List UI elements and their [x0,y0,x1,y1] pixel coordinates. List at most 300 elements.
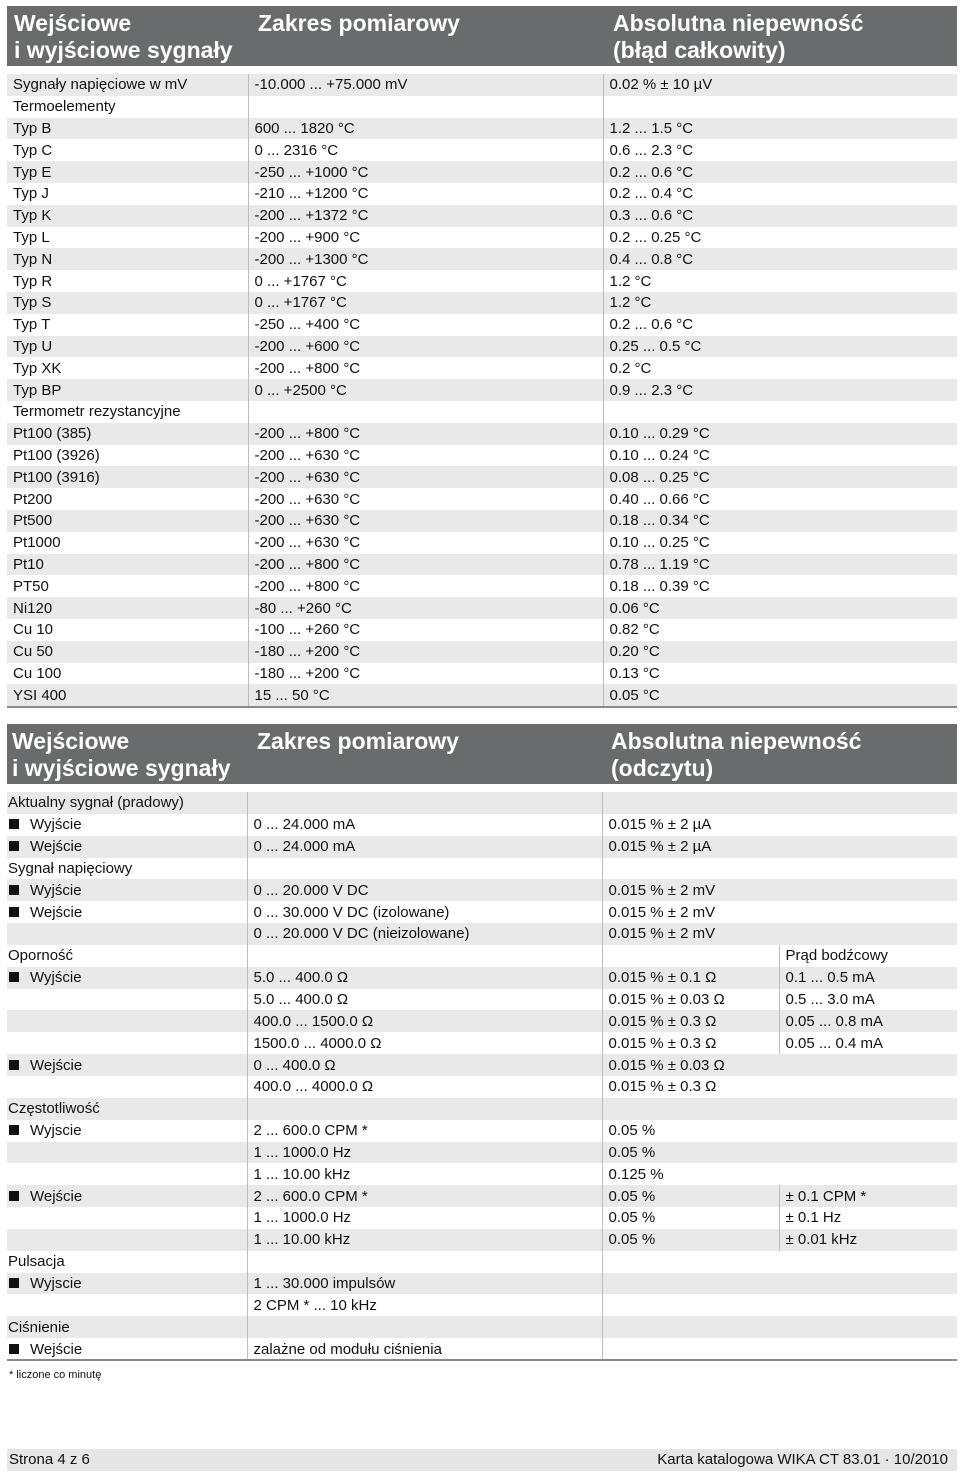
header-text: Absolutna niepewność [611,728,862,754]
table-row [7,1054,957,1076]
signal-cell: Typ J [7,183,248,205]
range-cell: 5.0 ... 400.0 Ω [247,989,602,1011]
range-cell: 0 ... +2500 °C [248,379,603,401]
signal-cell [7,1120,247,1142]
uncertainty-cell: 0.015 % ± 2 µA [602,814,779,836]
signal-cell [7,1229,247,1251]
signal-cell [7,1207,247,1229]
extra-cell [779,1098,957,1120]
signal-cell [7,792,247,814]
signal-label: Wejście [30,838,83,856]
range-cell [248,401,603,423]
signal-cell [7,1316,247,1338]
table-row [7,879,957,901]
uncertainty-cell [602,1338,779,1360]
header-text: Wejściowe [14,10,132,36]
section1-bottom-rule [7,706,957,708]
signal-label: Wyjście [30,881,82,899]
range-cell: -200 ... +630 °C [248,532,603,554]
table-row [7,401,957,423]
header-text: Zakres pomiarowy [257,728,459,754]
table-row [7,641,957,663]
range-cell [247,1316,602,1338]
extra-cell [779,814,957,836]
range-cell: -200 ... +900 °C [248,227,603,249]
signal-cell: Cu 10 [7,619,248,641]
table-row [7,1010,957,1032]
range-cell: -200 ... +630 °C [248,445,603,467]
uncertainty-cell: 0.2 ... 0.6 °C [603,314,957,336]
signal-cell [7,1098,247,1120]
square-bullet-icon [9,819,19,829]
table-row [7,619,957,641]
table-row [7,270,957,292]
table-row [7,684,957,706]
uncertainty-cell: 0.3 ... 0.6 °C [603,205,957,227]
uncertainty-cell: 0.05 °C [603,684,957,706]
table-row [7,575,957,597]
signal-cell: Pt10 [7,554,248,576]
uncertainty-cell: 0.015 % ± 0.3 Ω [602,1032,779,1054]
signal-label: Wyjście [30,969,82,987]
uncertainty-cell: 0.4 ... 0.8 °C [603,248,957,270]
uncertainty-cell [602,1098,779,1120]
extra-cell [779,792,957,814]
signal-cell [7,836,247,858]
range-cell: 0 ... 24.000 mA [247,814,602,836]
table-row [7,423,957,445]
signal-cell: Pt100 (3916) [7,466,248,488]
range-cell: -200 ... +1300 °C [248,248,603,270]
range-cell: -10.000 ... +75.000 mV [248,74,603,96]
signal-cell [7,1076,247,1098]
uncertainty-cell: 0.015 % ± 0.3 Ω [602,1076,779,1098]
signal-cell: Termoelementy [7,96,248,118]
uncertainty-cell: 0.015 % ± 2 mV [602,901,779,923]
range-cell: 1 ... 10.00 kHz [247,1229,602,1251]
section2-header-range [257,728,459,755]
range-cell: -250 ... +400 °C [248,314,603,336]
table-row [7,357,957,379]
signal-cell: Typ N [7,248,248,270]
table-row [7,379,957,401]
range-cell: -180 ... +200 °C [248,663,603,685]
signal-cell [7,1185,247,1207]
square-bullet-icon [9,1060,19,1070]
range-cell [247,1251,602,1273]
range-cell: 1 ... 1000.0 Hz [247,1142,602,1164]
uncertainty-cell: 0.015 % ± 0.03 Ω [602,1054,779,1076]
extra-cell [779,1251,957,1273]
uncertainty-cell: 0.2 ... 0.6 °C [603,161,957,183]
header-text: i wyjściowe sygnały [12,755,231,781]
uncertainty-cell: 0.10 ... 0.25 °C [603,532,957,554]
range-cell: -250 ... +1000 °C [248,161,603,183]
range-cell: 0 ... 30.000 V DC (izolowane) [247,901,602,923]
uncertainty-cell: 0.2 ... 0.25 °C [603,227,957,249]
signal-label: Częstotliwość [8,1100,100,1118]
table-row [7,488,957,510]
table-row [7,1338,957,1360]
uncertainty-cell: 0.20 °C [603,641,957,663]
signal-label: Wejście [30,1340,83,1358]
table-row [7,161,957,183]
signal-cell [7,858,247,880]
range-cell: 2 ... 600.0 CPM * [247,1185,602,1207]
extra-cell [779,1338,957,1360]
table-row [7,792,957,814]
square-bullet-icon [9,885,19,895]
header-text: (błąd całkowity) [613,37,786,63]
extra-cell [779,1142,957,1164]
signal-cell: Typ S [7,292,248,314]
signal-cell [7,1142,247,1164]
uncertainty-cell [602,1294,779,1316]
uncertainty-cell: 0.015 % ± 0.1 Ω [602,967,779,989]
section2-table [7,792,957,1360]
table-row [7,597,957,619]
signal-label: Aktualny sygnał (pradowy) [8,794,184,812]
signal-cell: Typ R [7,270,248,292]
signal-cell [7,945,247,967]
uncertainty-cell: 0.18 ... 0.39 °C [603,575,957,597]
signal-cell: Pt100 (3926) [7,445,248,467]
signal-cell: Sygnały napięciowe w mV [7,74,248,96]
footnote: * liczone co minutę [9,1369,102,1381]
uncertainty-cell [603,401,957,423]
extra-cell [779,1163,957,1185]
uncertainty-cell: 0.6 ... 2.3 °C [603,139,957,161]
signal-cell: Ni120 [7,597,248,619]
section1-table [7,74,957,706]
square-bullet-icon [9,841,19,851]
uncertainty-cell: 0.82 °C [603,619,957,641]
signal-cell: Pt1000 [7,532,248,554]
table-row [7,989,957,1011]
range-cell: 2 ... 600.0 CPM * [247,1120,602,1142]
table-row [7,1251,957,1273]
range-cell: -210 ... +1200 °C [248,183,603,205]
section2-header-signals [12,728,231,782]
extra-cell: Prąd bodźcowy [779,945,957,967]
extra-cell: 0.05 ... 0.4 mA [779,1032,957,1054]
table-row [7,466,957,488]
uncertainty-cell: 0.015 % ± 0.03 Ω [602,989,779,1011]
uncertainty-cell: 0.015 % ± 2 mV [602,923,779,945]
signal-cell: Cu 50 [7,641,248,663]
uncertainty-cell [602,858,779,880]
range-cell: 400.0 ... 4000.0 Ω [247,1076,602,1098]
signal-cell [7,989,247,1011]
signal-cell [7,879,247,901]
signal-cell [7,814,247,836]
table-row [7,1185,957,1207]
signal-cell [7,923,247,945]
uncertainty-cell [602,1316,779,1338]
table-row [7,663,957,685]
header-text: Wejściowe [12,728,130,754]
uncertainty-cell: 0.9 ... 2.3 °C [603,379,957,401]
range-cell: -180 ... +200 °C [248,641,603,663]
section2-bottom-rule [7,1359,957,1361]
range-cell: 1500.0 ... 4000.0 Ω [247,1032,602,1054]
table-row [7,945,957,967]
extra-cell [779,1054,957,1076]
section1-header [7,6,957,66]
uncertainty-cell: 0.05 % [602,1207,779,1229]
page-footer [7,1449,957,1471]
range-cell: 600 ... 1820 °C [248,118,603,140]
signal-cell: Pt500 [7,510,248,532]
uncertainty-cell: 0.125 % [602,1163,779,1185]
range-cell [247,1098,602,1120]
signal-label: Oporność [8,947,74,965]
uncertainty-cell: 0.05 % [602,1120,779,1142]
square-bullet-icon [9,1125,19,1135]
signal-label: Wejście [30,903,83,921]
table-row [7,1076,957,1098]
table-row [7,1273,957,1295]
table-row [7,183,957,205]
signal-cell [7,1010,247,1032]
signal-cell [7,1338,247,1360]
range-cell: zalażne od modułu ciśnienia [247,1338,602,1360]
table-row [7,836,957,858]
uncertainty-cell [602,945,779,967]
square-bullet-icon [9,1191,19,1201]
range-cell: -200 ... +800 °C [248,575,603,597]
signal-cell [7,967,247,989]
table-row [7,292,957,314]
signal-cell: Pt200 [7,488,248,510]
table-row [7,967,957,989]
table-row [7,248,957,270]
range-cell: 0 ... 2316 °C [248,139,603,161]
uncertainty-cell: 0.13 °C [603,663,957,685]
range-cell: 0 ... +1767 °C [248,292,603,314]
range-cell: -200 ... +800 °C [248,423,603,445]
table-row [7,1229,957,1251]
table-row [7,510,957,532]
range-cell: 400.0 ... 1500.0 Ω [247,1010,602,1032]
signal-cell: Typ U [7,336,248,358]
table-row [7,1163,957,1185]
signal-label: Wyjscie [30,1274,82,1292]
table-row [7,532,957,554]
range-cell: -200 ... +630 °C [248,488,603,510]
table-row [7,554,957,576]
extra-cell [779,1076,957,1098]
extra-cell: ± 0.01 kHz [779,1229,957,1251]
uncertainty-cell [602,1251,779,1273]
uncertainty-cell: 0.25 ... 0.5 °C [603,336,957,358]
signal-cell [7,1294,247,1316]
signal-cell: Typ XK [7,357,248,379]
signal-cell [7,901,247,923]
range-cell: -200 ... +1372 °C [248,205,603,227]
extra-cell: 0.5 ... 3.0 mA [779,989,957,1011]
uncertainty-cell: 1.2 °C [603,292,957,314]
header-text: (odczytu) [611,755,714,781]
range-cell: -200 ... +630 °C [248,510,603,532]
table-row [7,901,957,923]
signal-cell: Typ C [7,139,248,161]
uncertainty-cell: 0.015 % ± 2 µA [602,836,779,858]
table-row [7,139,957,161]
range-cell: 15 ... 50 °C [248,684,603,706]
signal-label: Wejście [30,1056,83,1074]
signal-cell: PT50 [7,575,248,597]
uncertainty-cell [602,792,779,814]
range-cell: -200 ... +630 °C [248,466,603,488]
table-row [7,1294,957,1316]
extra-cell [779,1120,957,1142]
table-row [7,923,957,945]
extra-cell [779,879,957,901]
table-row [7,1142,957,1164]
range-cell: 0 ... 400.0 Ω [247,1054,602,1076]
range-cell [248,96,603,118]
signal-cell: Cu 100 [7,663,248,685]
table-row [7,205,957,227]
extra-cell [779,901,957,923]
range-cell: -200 ... +800 °C [248,357,603,379]
range-cell: 0 ... 20.000 V DC (nieizolowane) [247,923,602,945]
header-text: i wyjściowe sygnały [14,37,233,63]
uncertainty-cell: 1.2 ... 1.5 °C [603,118,957,140]
signal-label: Pulsacja [8,1253,65,1271]
header-text: Zakres pomiarowy [258,10,460,36]
range-cell: 1 ... 30.000 impulsów [247,1273,602,1295]
range-cell: 1 ... 1000.0 Hz [247,1207,602,1229]
signal-cell: Pt100 (385) [7,423,248,445]
signal-label: Ciśnienie [8,1318,70,1336]
square-bullet-icon [9,1278,19,1288]
table-row [7,1098,957,1120]
table-row [7,74,957,96]
signal-cell: Typ B [7,118,248,140]
uncertainty-cell: 0.18 ... 0.34 °C [603,510,957,532]
table-row [7,227,957,249]
extra-cell [779,858,957,880]
signal-cell [7,1251,247,1273]
section2-header [7,724,957,784]
extra-cell: ± 0.1 CPM * [779,1185,957,1207]
uncertainty-cell: 0.06 °C [603,597,957,619]
range-cell: -100 ... +260 °C [248,619,603,641]
extra-cell [779,1273,957,1295]
table-row [7,1207,957,1229]
table-row [7,336,957,358]
range-cell [247,945,602,967]
signal-cell [7,1054,247,1076]
extra-cell: 0.1 ... 0.5 mA [779,967,957,989]
signal-cell: YSI 400 [7,684,248,706]
signal-cell: Typ E [7,161,248,183]
table-row [7,1032,957,1054]
signal-cell: Typ T [7,314,248,336]
section2-table-body [7,792,957,1360]
uncertainty-cell [602,1273,779,1295]
table-row [7,858,957,880]
range-cell: -200 ... +600 °C [248,336,603,358]
table-row [7,314,957,336]
table-row [7,814,957,836]
signal-cell [7,1273,247,1295]
uncertainty-cell: 1.2 °C [603,270,957,292]
signal-label: Wyjście [30,816,82,834]
section1-table-body [7,74,957,706]
range-cell: 0 ... 24.000 mA [247,836,602,858]
extra-cell [779,836,957,858]
extra-cell [779,1316,957,1338]
table-row [7,445,957,467]
uncertainty-cell: 0.015 % ± 0.3 Ω [602,1010,779,1032]
uncertainty-cell: 0.05 % [602,1229,779,1251]
section2-header-uncertainty [611,728,861,782]
range-cell: 0 ... +1767 °C [248,270,603,292]
signal-cell: Typ BP [7,379,248,401]
signal-cell: Termometr rezystancyjne [7,401,248,423]
range-cell: -80 ... +260 °C [248,597,603,619]
extra-cell [779,923,957,945]
extra-cell: 0.05 ... 0.8 mA [779,1010,957,1032]
signal-label: Wyjscie [30,1122,82,1140]
range-cell [247,858,602,880]
uncertainty-cell: 0.78 ... 1.19 °C [603,554,957,576]
uncertainty-cell: 0.02 % ± 10 µV [603,74,957,96]
range-cell: 5.0 ... 400.0 Ω [247,967,602,989]
signal-cell: Typ L [7,227,248,249]
signal-label: Sygnał napięciowy [8,859,133,877]
signal-cell [7,1163,247,1185]
signal-cell [7,1032,247,1054]
table-row [7,1316,957,1338]
uncertainty-cell [603,96,957,118]
uncertainty-cell: 0.08 ... 0.25 °C [603,466,957,488]
range-cell [247,792,602,814]
page-number: Strona 4 z 6 [9,1451,90,1468]
range-cell: -200 ... +800 °C [248,554,603,576]
header-text: Absolutna niepewność [613,10,864,36]
uncertainty-cell: 0.10 ... 0.29 °C [603,423,957,445]
section1-header-signals [14,10,233,64]
uncertainty-cell: 0.10 ... 0.24 °C [603,445,957,467]
signal-label: Wejście [30,1187,83,1205]
section1-header-uncertainty [613,10,863,64]
document-reference: Karta katalogowa WIKA CT 83.01 · 10/2010 [657,1451,948,1468]
table-row [7,96,957,118]
range-cell: 1 ... 10.00 kHz [247,1163,602,1185]
uncertainty-cell: 0.05 % [602,1142,779,1164]
section1-header-range [258,10,460,37]
uncertainty-cell: 0.05 % [602,1185,779,1207]
square-bullet-icon [9,972,19,982]
extra-cell: ± 0.1 Hz [779,1207,957,1229]
uncertainty-cell: 0.2 °C [603,357,957,379]
table-row [7,1120,957,1142]
square-bullet-icon [9,907,19,917]
uncertainty-cell: 0.2 ... 0.4 °C [603,183,957,205]
uncertainty-cell: 0.40 ... 0.66 °C [603,488,957,510]
range-cell: 0 ... 20.000 V DC [247,879,602,901]
extra-cell [779,1294,957,1316]
range-cell: 2 CPM * ... 10 kHz [247,1294,602,1316]
square-bullet-icon [9,1344,19,1354]
uncertainty-cell: 0.015 % ± 2 mV [602,879,779,901]
table-row [7,118,957,140]
signal-cell: Typ K [7,205,248,227]
